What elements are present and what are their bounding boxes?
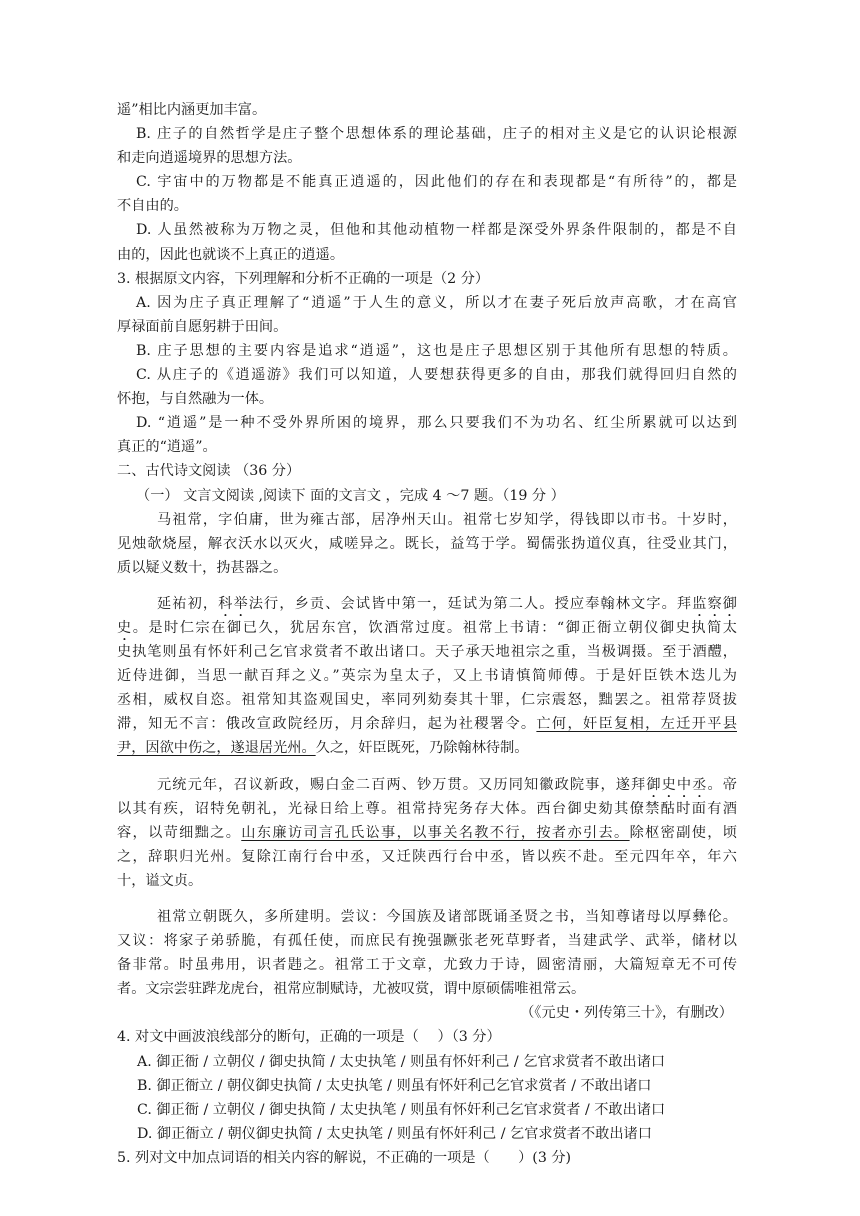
q3-option-a: A. 因为庄子真正理解了“逍遥”于人生的意义，所以才在妻子死后放声高歌，才在高官 <box>136 294 737 311</box>
passage-line: 丞相，威权自恣。祖常知其盗观国史，率同列劾奏其十罪，仁宗震怒，黜罢之。祖常荐贤拔 <box>117 692 737 709</box>
text-line: 由的，因此也就谈不上真正的逍遥。 <box>117 246 345 263</box>
passage-line <box>117 616 737 640</box>
section-heading: 二、古代诗文阅读 （36 分） <box>117 463 301 480</box>
option-c-line: C. 宇宙中的万物都是不能真正逍遥的，因此他们的存在和表现都是“有所待”的，都是 <box>136 174 737 191</box>
underlined-text: 尹，因欲中伤之，遂退居光州。 <box>117 740 316 757</box>
paragraph-gap <box>117 580 737 592</box>
dotted-term: 监察御 <box>692 595 737 612</box>
q4-option-a: A. 御正衙 / 立朝仪 / 御史执简 / 太史执笔 / 则虽有怀奸利己 / 乞官求赏者不敢出诸口 <box>137 1053 666 1070</box>
text-line: 厚禄面前自愿躬耕于田间。 <box>117 318 288 335</box>
text-span: 。帝 <box>707 776 737 793</box>
passage-line: 近侍进御，当思一献百拜之义。”英宗为皇太子，又上书请慎简师傅。于是奸臣铁木迭儿为 <box>117 668 737 685</box>
text-span: 元统元年，召议新政，赐白金二百两、钞万贯。又历同知徽政院事，遂拜 <box>157 776 647 793</box>
passage-line: 质以疑义数十，㧑甚器之。 <box>117 559 288 576</box>
q4-option-d: D. 御正衙立 / 朝仪御史执简 / 太史执笔 / 则虽有怀奸利己 / 乞官求赏者不敢出诸口 <box>137 1125 652 1142</box>
q4-option-c: C. 御正衙 / 立朝仪 / 御史执简 / 太史执笔 / 则虽有怀奸利己乞官求赏者 / 不敢出诸口 <box>137 1101 666 1118</box>
option-d-line: D. 人虽然被称为万物之灵，但他和其他动植物一样都是深受外界条件限制的，都是不自 <box>136 222 737 239</box>
text-span: 容，以苛细黜之。 <box>117 824 242 841</box>
text-line: 不自由的。 <box>117 198 188 215</box>
text-line: 和走向逍遥境界的思想方法。 <box>117 150 302 167</box>
text-line: 怀抱，与自然融为一体。 <box>117 391 274 408</box>
text-line: 遥”相比内涵更加丰富。 <box>117 102 267 118</box>
passage-line: 又议：将家子弟骄脆，有孤任使，而庶民有挽强蹶张老死草野者，当建武学、武举，储材以 <box>117 933 737 950</box>
question-3-title: 3. 根据原文内容，下列理解和分析不正确的一项是（2 分） <box>117 270 490 287</box>
dotted-term: 御史中丞 <box>646 776 708 793</box>
subsection-heading: （一） 文言文阅读 ,阅读下 面的文言文 ，完成 4 ～7 题。（19 分 ） <box>136 487 565 504</box>
dotted-term: 科举 <box>218 595 249 612</box>
question-4-title: 4. 对文中画波浪线部分的断句，正确的一项是（ ）（3 分） <box>117 1029 501 1046</box>
passage-line: 以其有疾，诏特免朝礼，光禄日给上尊。祖常持宪务存大体。西台御史劾其僚禁酤时面有酒 <box>117 800 737 817</box>
q3-option-b: B. 庄子思想的主要内容是追求“逍遥”，这也是庄子思想区别于其他所有思想的特质。 <box>136 342 737 359</box>
passage-line: 十，谥文贞。 <box>117 872 203 889</box>
text-span: 除枢密副使，顷 <box>629 824 737 841</box>
passage-line <box>117 736 737 760</box>
q3-option-c: C. 从庄子的《逍遥游》我们可以知道，人要想获得更多的自由，那我们就得回归自然的 <box>136 367 737 384</box>
passage-line <box>117 821 737 845</box>
passage-line: 马祖常，字伯庸，世为雍古部，居净州天山。祖常七岁知学，得钱即以市书。十岁时， <box>157 511 737 528</box>
underlined-text: 亡何，奸臣复相，左迁开平县 <box>536 716 737 733</box>
option-b-line: B. 庄子的自然哲学是庄子整个思想体系的理论基础，庄子的相对主义是它的认识论根源 <box>136 126 737 143</box>
passage-line <box>117 712 737 736</box>
passage-line: 见烛欹烧屋，解衣沃水以灭火，咸嗟异之。既长，益笃于学。蜀儒张㧑道仪真，往受业其门， <box>117 535 737 552</box>
passage-line: 史执笔则虽有怀奸利己乞官求赏者不敢出诸口。天子承天地祖宗之重，当极调摄。至于酒醴， <box>117 644 737 661</box>
underlined-text: 山东廉访司言孔氏讼事，以事关名教不行，按者亦引去。 <box>241 824 630 841</box>
passage-line <box>117 773 737 797</box>
exam-page <box>117 98 737 1170</box>
text-span: 滞，知无不言：俄改宣政院经历，月余辞归，起为社稷署令。 <box>117 716 537 733</box>
text-span: 久之，奸臣既死，乃除翰林待制。 <box>315 740 529 757</box>
paragraph-gap <box>117 761 737 773</box>
passage-line: 之，辞职归光州。复除江南行台中丞，又迁陕西行台中丞，皆以疾不赴。至元四年卒，年六 <box>117 848 737 865</box>
question-5-title: 5. 列对文中加点词语的相关内容的解说，不正确的一项是（ ）(3 分) <box>117 1149 572 1166</box>
passage-line: 祖常立朝既久，多所建明。尝议：今国族及诸部既诵圣贤之书，当知尊诸母以厚彝伦。 <box>157 909 737 925</box>
q4-option-b: B. 御正衙立 / 朝仪御史执简 / 太史执笔 / 则虽有怀奸利己乞官求赏者 / 不敢出诸口 <box>137 1077 652 1094</box>
passage-line <box>117 592 737 616</box>
text-span: 法行，乡贡、会试皆中第一，廷试为第二人。授应奉翰林文字。拜 <box>248 595 693 612</box>
text-span: 延祐初， <box>157 595 219 612</box>
q3-option-d: D. “逍遥”是一种不受外界所困的境界，那么只要我们不为功名、红尘所累就可以达到 <box>136 415 737 432</box>
dotted-term: 史 <box>117 619 133 636</box>
text-span: 。是时仁宗在御已久，犹居东宫，饮酒常过度。祖常上书请：“御正衙立朝仪御史执简太 <box>132 619 737 636</box>
text-line: 真正的“逍遥”。 <box>117 439 217 456</box>
paragraph-gap <box>117 893 737 905</box>
passage-line: 备非常。时虽弗用，识者韪之。祖常工于文章，尤致力于诗，圆密清丽，大篇短章无不可传 <box>117 957 737 974</box>
source-citation: （《元史・列传第三十》，有删改） <box>520 1005 733 1022</box>
passage-line: 者。文宗尝驻跸龙虎台，祖常应制赋诗，尤被叹赏，谓中原硕儒唯祖常云。 <box>117 981 586 998</box>
